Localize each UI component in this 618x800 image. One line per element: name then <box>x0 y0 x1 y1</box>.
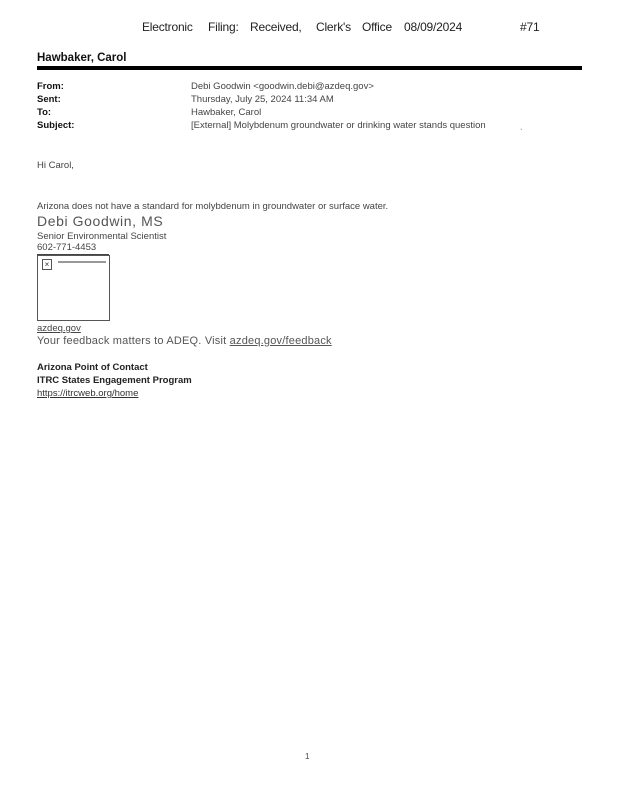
contact-title: Arizona Point of Contact <box>37 362 148 373</box>
filing-stamp-word: Received, <box>250 20 302 34</box>
contact-link[interactable]: https://itrcweb.org/home <box>37 388 139 399</box>
contact-program: ITRC States Engagement Program <box>37 375 192 386</box>
filing-stamp-date: 08/09/2024 <box>404 20 463 34</box>
filing-stamp-word: Electronic <box>142 20 193 34</box>
to-label: To: <box>37 107 52 118</box>
to-value: Hawbaker, Carol <box>191 107 262 118</box>
filing-stamp-word: Clerk's <box>316 20 351 34</box>
filing-stamp-word: Office <box>362 20 392 34</box>
filing-stamp <box>142 20 552 38</box>
email-greeting: Hi Carol, <box>37 160 74 171</box>
to-row <box>37 107 582 120</box>
page-number: 1 <box>305 752 310 761</box>
subject-label: Subject: <box>37 120 75 131</box>
filing-stamp-word: Filing: <box>208 20 239 34</box>
feedback-text: Your feedback matters to ADEQ. Visit <box>37 335 230 347</box>
signature-name: Debi Goodwin, MS <box>37 213 164 229</box>
signature-website-link[interactable]: azdeq.gov <box>37 323 81 334</box>
from-row <box>37 81 582 94</box>
sent-value: Thursday, July 25, 2024 11:34 AM <box>191 94 334 105</box>
image-caption-bar <box>58 261 106 263</box>
email-body: Arizona does not have a standard for molybdenum in groundwater or surface water. <box>37 201 389 212</box>
subject-value: [External] Molybdenum groundwater or drinking water stands question <box>191 120 486 131</box>
from-value: Debi Goodwin <goodwin.debi@azdeq.gov> <box>191 81 374 92</box>
feedback-link[interactable]: azdeq.gov/feedback <box>229 335 332 347</box>
broken-image-icon: × <box>42 259 52 270</box>
signature-title: Senior Environmental Scientist <box>37 231 167 242</box>
document-owner-name: Hawbaker, Carol <box>37 52 127 64</box>
scan-artifact-mark: ˴ <box>520 124 523 133</box>
filing-stamp-number: #71 <box>520 20 540 34</box>
subject-row <box>37 120 582 133</box>
from-label: From: <box>37 81 64 92</box>
signature-phone: 602-771-4453 <box>37 242 109 255</box>
signature-logo-placeholder <box>37 255 110 321</box>
header-divider <box>37 66 582 70</box>
sent-row <box>37 94 582 107</box>
feedback-line <box>37 335 332 347</box>
sent-label: Sent: <box>37 94 61 105</box>
